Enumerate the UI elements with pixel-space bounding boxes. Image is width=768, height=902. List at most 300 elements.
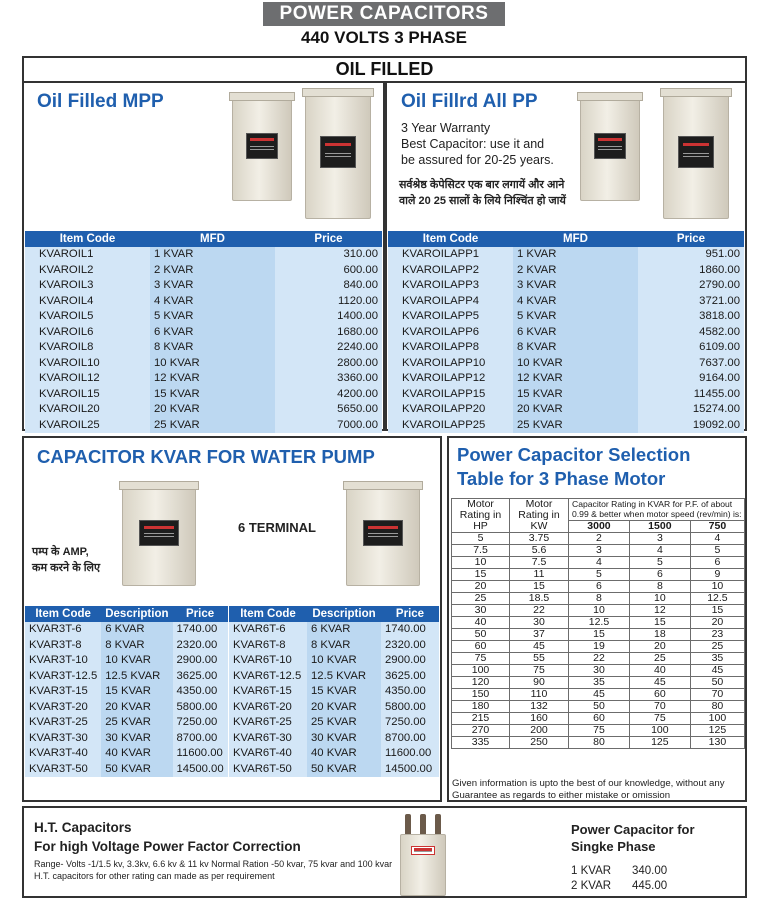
table-cell: KVAR3T-12.5 [25,669,101,685]
table-cell: 75 [569,725,630,737]
table-cell: 150 [452,689,510,701]
table-cell: KVAROIL12 [25,371,150,387]
table-cell: 1680.00 [275,325,382,341]
table-cell: 270 [452,725,510,737]
table-row [388,278,744,294]
table-cell: 8 [629,581,690,593]
table-cell: 25 KVAR [101,715,172,731]
table-cell: 35 [690,653,744,665]
table-cell: 2800.00 [275,356,382,372]
table-cell: 25 KVAR [150,418,275,434]
table-cell: 40 KVAR [101,746,172,762]
table-cell: KVAROIL4 [25,294,150,310]
table-cell: 5650.00 [275,402,382,418]
column-header: Price [381,606,439,622]
table-cell: KVAR6T-25 [229,715,307,731]
table-row [229,762,439,778]
table-cell: 3625.00 [173,669,228,685]
table-cell: 23 [690,629,744,641]
table-cell: 15 [452,569,510,581]
table-cell: 45 [629,677,690,689]
table-cell: 20 KVAR [307,700,381,716]
table-cell: 12.5 [569,617,630,629]
single-phase-item: 1 KVAR [571,865,612,877]
table-cell: 1 KVAR [150,247,275,263]
table-cell: 20 [452,581,510,593]
selection-table [451,498,745,749]
speed-header: 3000 [569,520,630,532]
table-cell: 8700.00 [173,731,228,747]
table-row [229,700,439,716]
price-table-mpp [25,231,382,433]
table-cell: 180 [452,701,510,713]
table-cell: 6 [569,581,630,593]
table-row [229,731,439,747]
promo-line: Best Capacitor: use it and [401,137,545,151]
table-row [25,669,228,685]
table-cell: 2790.00 [638,278,744,294]
table-cell: 15 KVAR [150,387,275,403]
column-header: MFD [150,231,275,247]
table-cell: 3.75 [510,533,569,545]
table-cell: 200 [510,725,569,737]
table-row [452,701,745,713]
table-cell: 2 [569,533,630,545]
table-cell: 19092.00 [638,418,744,434]
table-cell: KVAROILAPP2 [388,263,513,279]
table-cell: KVAROILAPP25 [388,418,513,434]
table-cell: 7.5 [452,545,510,557]
single-phase-title: Power Capacitor for [571,822,695,837]
table-row [388,263,744,279]
table-cell: KVAROILAPP15 [388,387,513,403]
ht-range-text: Range- Volts -1/1.5 kv, 3.3kv, 6.6 kv & 11 kv Normal Ration -50 kvar, 75 kvar and 100 kvar [34,859,393,869]
table-cell: 840.00 [275,278,382,294]
table-cell: 2 KVAR [513,263,638,279]
table-cell: 1740.00 [381,622,439,638]
table-cell: 12.5 KVAR [101,669,172,685]
table-cell: 15 [629,617,690,629]
table-cell: KVAR3T-40 [25,746,101,762]
table-cell: 5 [452,533,510,545]
column-header: MFD [513,231,638,247]
table-cell: KVAROILAPP6 [388,325,513,341]
table-cell: 30 [569,665,630,677]
table-cell: 30 [510,617,569,629]
table-cell: 5 KVAR [513,309,638,325]
table-cell: KVAR3T-8 [25,638,101,654]
table-cell: 50 KVAR [101,762,172,778]
table-row [25,715,228,731]
panel-title: Power Capacitor Selection [457,444,691,465]
table-cell: 5800.00 [173,700,228,716]
table-row [229,622,439,638]
table-cell: KVAROIL20 [25,402,150,418]
table-row [229,715,439,731]
table-cell: KVAROILAPP20 [388,402,513,418]
table-cell: 45 [569,689,630,701]
table-cell: 40 [629,665,690,677]
price-table-pump-6t [229,606,439,777]
column-header: Price [275,231,382,247]
table-cell: 4582.00 [638,325,744,341]
table-cell: 10 KVAR [150,356,275,372]
table-cell: 20 KVAR [513,402,638,418]
table-cell: KVAR6T-12.5 [229,669,307,685]
table-cell: KVAROIL3 [25,278,150,294]
table-cell: 4200.00 [275,387,382,403]
table-cell: 80 [690,701,744,713]
table-cell: 5 KVAR [150,309,275,325]
table-row [388,402,744,418]
table-cell: 14500.00 [381,762,439,778]
table-cell: 20 KVAR [101,700,172,716]
table-row [229,684,439,700]
table-row [25,762,228,778]
table-cell: 5.6 [510,545,569,557]
table-cell: 10 KVAR [513,356,638,372]
table-row [388,340,744,356]
column-header-hp: Motor Rating in HP [452,499,510,533]
table-cell: 15 [690,605,744,617]
table-cell: 132 [510,701,569,713]
table-cell: KVAR3T-20 [25,700,101,716]
table-cell: KVAROILAPP3 [388,278,513,294]
table-row [25,294,382,310]
table-cell: KVAROIL5 [25,309,150,325]
table-cell: 3 [569,545,630,557]
table-cell: KVAR6T-40 [229,746,307,762]
panel-title: Oil Fillrd All PP [401,91,538,112]
table-cell: KVAROILAPP4 [388,294,513,310]
ht-title: H.T. Capacitors [34,820,132,835]
table-cell: 15 [569,629,630,641]
table-cell: 3 [629,533,690,545]
promo-line: be assured for 20-25 years. [401,153,554,167]
hindi-promo-line: सर्वश्रेष्ठ केपेसिटर एक बार लगायें और आने [399,179,565,191]
table-cell: KVAROIL10 [25,356,150,372]
table-cell: 15274.00 [638,402,744,418]
table-cell: 10 [452,557,510,569]
page-title: POWER CAPACITORS [263,2,505,26]
table-cell: KVAROIL6 [25,325,150,341]
table-cell: 55 [510,653,569,665]
panel-title: CAPACITOR KVAR FOR WATER PUMP [37,446,375,467]
terminal-label: 6 TERMINAL [238,520,316,535]
table-row [25,263,382,279]
table-cell: 4350.00 [173,684,228,700]
table-cell: KVAR3T-50 [25,762,101,778]
table-cell: 160 [510,713,569,725]
table-cell: 3360.00 [275,371,382,387]
table-cell: KVAR6T-50 [229,762,307,778]
column-header: Item Code [25,231,150,247]
table-cell: 12.5 [690,593,744,605]
table-cell: 8 KVAR [307,638,381,654]
table-cell: 25 KVAR [307,715,381,731]
table-row [25,653,228,669]
table-cell: KVAR6T-15 [229,684,307,700]
table-cell: 9164.00 [638,371,744,387]
table-row [452,725,745,737]
table-cell: 5800.00 [381,700,439,716]
table-row [25,356,382,372]
single-phase-price: 445.00 [632,880,668,892]
table-cell: 6 KVAR [150,325,275,341]
table-cell: 2 KVAR [150,263,275,279]
table-row [25,746,228,762]
table-cell: 4 KVAR [513,294,638,310]
table-cell: KVAROIL8 [25,340,150,356]
price-table-pp [388,231,744,433]
table-cell: 80 [569,737,630,749]
column-header-kw: Motor Rating in KW [510,499,569,533]
table-cell: 125 [629,737,690,749]
table-cell: KVAROIL2 [25,263,150,279]
panel-oil-filled-mpp [22,81,385,431]
table-cell: 75 [629,713,690,725]
table-row [25,731,228,747]
table-cell: KVAR6T-6 [229,622,307,638]
table-cell: 12 [629,605,690,617]
table-cell: 25 [452,593,510,605]
warranty-text: 3 Year Warranty [401,121,491,135]
table-cell: 9 [690,569,744,581]
table-cell: 12.5 KVAR [307,669,381,685]
table-cell: 8 KVAR [150,340,275,356]
table-cell: 75 [452,653,510,665]
table-row [229,653,439,669]
table-cell: 12 KVAR [150,371,275,387]
table-cell: 75 [510,665,569,677]
table-cell: 6 KVAR [101,622,172,638]
table-cell: 3721.00 [638,294,744,310]
table-cell: 335 [452,737,510,749]
table-cell: 5 [569,569,630,581]
table-cell: 22 [510,605,569,617]
table-cell: KVAR3T-15 [25,684,101,700]
table-cell: KVAROILAPP1 [388,247,513,263]
table-cell: 6 KVAR [513,325,638,341]
table-cell: 2320.00 [381,638,439,654]
table-cell: KVAROILAPP8 [388,340,513,356]
table-cell: 10 [569,605,630,617]
column-header: Item Code [229,606,307,622]
table-cell: 4 [569,557,630,569]
table-cell: 250 [510,737,569,749]
table-row [25,638,228,654]
table-cell: 25 [629,653,690,665]
ht-subtitle: For high Voltage Power Factor Correction [34,839,301,854]
table-row [25,309,382,325]
table-row [452,713,745,725]
table-cell: KVAR6T-20 [229,700,307,716]
disclaimer-note: Given information is upto the best of our knowledge, without any [452,778,725,789]
table-cell: 120 [452,677,510,689]
table-cell: 60 [452,641,510,653]
table-cell: 25 KVAR [513,418,638,434]
page-subtitle: 440 VOLTS 3 PHASE [301,28,467,47]
table-row [452,629,745,641]
speed-header: 1500 [629,520,690,532]
table-cell: KVAR6T-10 [229,653,307,669]
table-cell: 6 [629,569,690,581]
table-cell: 10 KVAR [307,653,381,669]
table-cell: 130 [690,737,744,749]
table-cell: 2240.00 [275,340,382,356]
table-cell: 5 [629,557,690,569]
table-cell: 7250.00 [381,715,439,731]
table-cell: KVAROIL25 [25,418,150,434]
table-cell: 10 KVAR [101,653,172,669]
table-row [388,387,744,403]
table-cell: 90 [510,677,569,689]
table-cell: 30 KVAR [307,731,381,747]
table-row [25,418,382,434]
table-cell: 6 [690,557,744,569]
table-row [25,340,382,356]
product-image-pump-6t [346,486,420,586]
table-cell: 4 [629,545,690,557]
table-cell: 45 [510,641,569,653]
table-cell: 4350.00 [381,684,439,700]
table-row [452,545,745,557]
table-cell: 11455.00 [638,387,744,403]
table-cell: KVAR3T-10 [25,653,101,669]
table-row [25,278,382,294]
table-cell: 37 [510,629,569,641]
hindi-note: कम करने के लिए [32,562,101,574]
table-cell: 50 KVAR [307,762,381,778]
table-cell: 20 [629,641,690,653]
single-phase-item: 2 KVAR [571,880,612,892]
hindi-promo-line: वाले 20 25 सालों के लिये निश्चिंत हो जायें [399,195,566,207]
table-cell: 7637.00 [638,356,744,372]
table-cell: 30 [452,605,510,617]
table-cell: 35 [569,677,630,689]
table-cell: 6 KVAR [307,622,381,638]
table-row [388,371,744,387]
table-cell: KVAROIL1 [25,247,150,263]
table-row [25,402,382,418]
column-header: Item Code [388,231,513,247]
table-cell: 1740.00 [173,622,228,638]
column-header: Item Code [25,606,101,622]
table-row [388,418,744,434]
panel-oil-filled-pp [385,81,747,431]
table-cell: 30 KVAR [101,731,172,747]
table-cell: 125 [690,725,744,737]
table-cell: 19 [569,641,630,653]
speed-header: 750 [690,520,744,532]
table-cell: 11600.00 [381,746,439,762]
table-row [229,746,439,762]
table-row [25,247,382,263]
table-cell: 7000.00 [275,418,382,434]
table-cell: KVAR3T-25 [25,715,101,731]
table-cell: KVAROILAPP10 [388,356,513,372]
table-cell: 11600.00 [173,746,228,762]
table-cell: 18 [629,629,690,641]
table-cell: 310.00 [275,247,382,263]
section-band-title: OIL FILLED [22,56,747,81]
table-cell: 7.5 [510,557,569,569]
product-image-pp-2 [663,93,729,219]
panel-water-pump [22,436,442,802]
table-row [25,622,228,638]
table-cell: 110 [510,689,569,701]
table-cell: 5 [690,545,744,557]
table-row [388,309,744,325]
hindi-note: पम्प के AMP, [32,546,89,558]
table-cell: 60 [569,713,630,725]
table-cell: 70 [629,701,690,713]
table-row [452,569,745,581]
table-row [452,593,745,605]
table-cell: 1120.00 [275,294,382,310]
table-cell: 10 [690,581,744,593]
table-cell: 50 [569,701,630,713]
table-row [25,371,382,387]
product-image-mpp-1 [232,97,292,201]
product-image-ht [400,814,448,896]
panel-subtitle: Table for 3 Phase Motor [457,468,666,489]
table-cell: 3 KVAR [513,278,638,294]
table-cell: 3818.00 [638,309,744,325]
table-cell: 15 KVAR [513,387,638,403]
table-row [388,247,744,263]
table-cell: 15 [510,581,569,593]
table-cell: KVAR3T-30 [25,731,101,747]
table-cell: 2320.00 [173,638,228,654]
column-header: Description [307,606,381,622]
table-row [452,689,745,701]
table-cell: KVAR6T-8 [229,638,307,654]
table-cell: 50 [452,629,510,641]
table-row [388,356,744,372]
table-row [452,605,745,617]
table-row [452,665,745,677]
table-cell: 20 KVAR [150,402,275,418]
table-row [452,533,745,545]
table-cell: 8 KVAR [101,638,172,654]
table-cell: 100 [452,665,510,677]
table-row [25,325,382,341]
panel-title: Oil Filled MPP [37,91,164,112]
table-row [452,557,745,569]
table-row [452,653,745,665]
table-cell: 4 KVAR [150,294,275,310]
table-cell: 100 [690,713,744,725]
table-row [229,638,439,654]
panel-selection-table [447,436,747,802]
table-cell: KVAROILAPP12 [388,371,513,387]
table-cell: 7250.00 [173,715,228,731]
table-cell: 50 [690,677,744,689]
table-cell: 3 KVAR [150,278,275,294]
table-cell: 215 [452,713,510,725]
column-header: Description [101,606,172,622]
table-cell: 600.00 [275,263,382,279]
table-cell: 20 [690,617,744,629]
table-cell: 15 KVAR [101,684,172,700]
table-cell: 70 [690,689,744,701]
price-table-pump-3t [25,606,228,777]
table-row [388,325,744,341]
table-cell: 45 [690,665,744,677]
table-cell: 951.00 [638,247,744,263]
table-cell: KVAR6T-30 [229,731,307,747]
